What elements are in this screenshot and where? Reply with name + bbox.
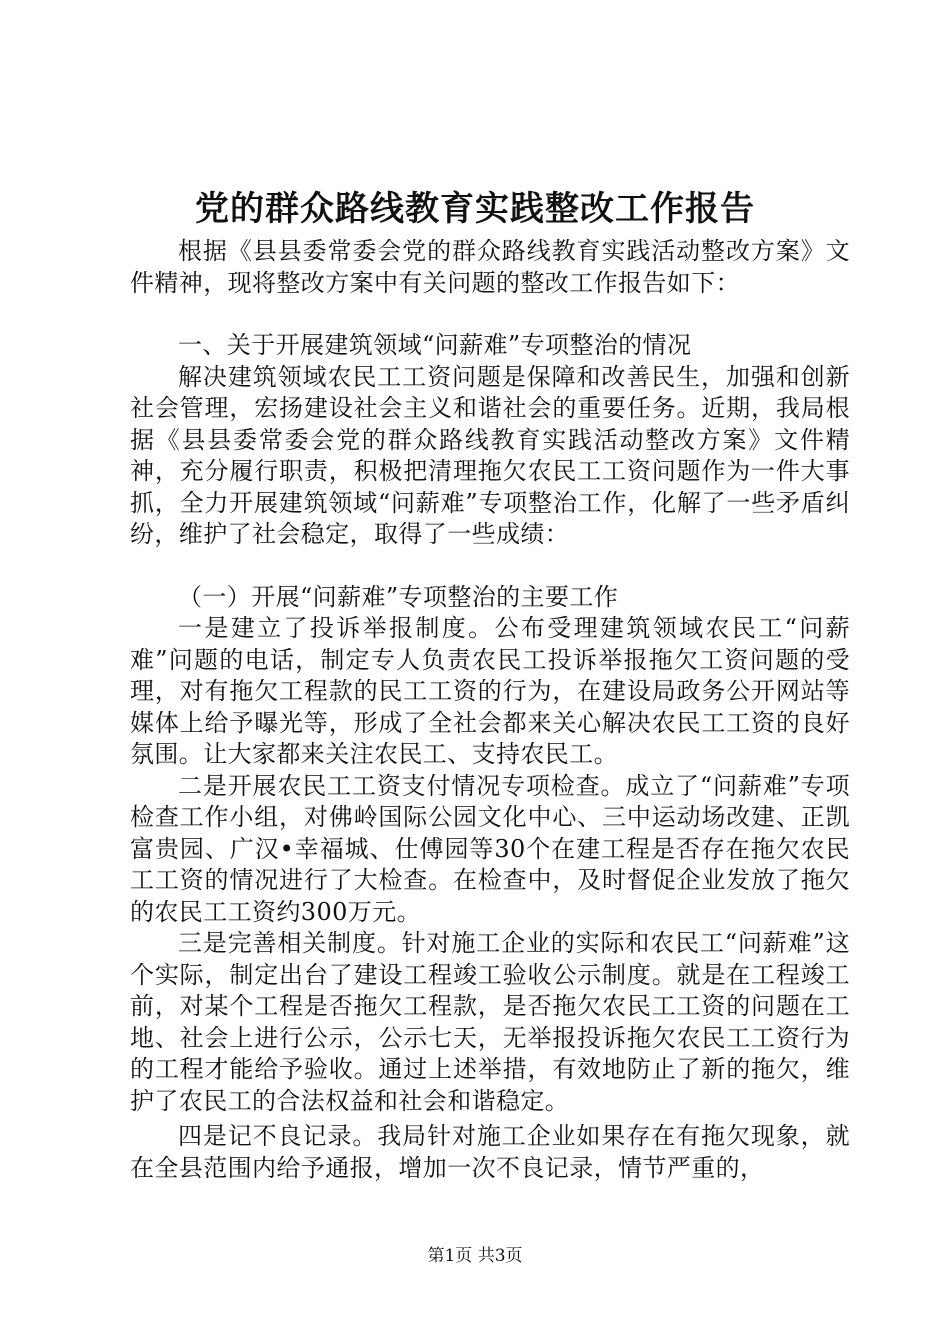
section-heading: 一、关于开展建筑领域“问薪难”专项整治的情况 [178, 331, 692, 359]
list-paragraph-3: 三是完善相关制度。针对施工企业的实际和农民工“问薪难”这个实际，制定出台了建设工程竣工验收公示制度。就是在工程竣工前，对某个工程是否拖欠工程款，是否拖欠农民工工资的问题在工地、社会上进行公示，公示七天，无举报投诉拖欠农民工工资行为的工程才能给予验收。通过上述举措，有效地防止了新的拖欠，维护了农民工的合法权益和社会和谐稳定。 [130, 929, 850, 1115]
spacer [130, 299, 850, 330]
intro-paragraph: 根据《县县委常委会党的群众路线教育实践活动整改方案》文件精神，现将整改方案中有关问题的整改工作报告如下： [130, 237, 850, 297]
section-paragraph: 解决建筑领域农民工工资问题是保障和改善民生，加强和创新社会管理，宏扬建设社会主义和谐社会的重要任务。近期，我局根据《县县委常委会党的群众路线教育实践活动整改方案》文件精神，充分履行职责，积极把清理拖欠农民工工资问题作为一件大事抓，全力开展建筑领域“问薪难”专项整治工作，化解了一些矛盾纠纷，维护了社会稳定，取得了一些成绩： [130, 362, 850, 548]
document-body [130, 236, 850, 1184]
spacer [130, 551, 850, 582]
subsection-heading: （一）开展“问薪难”专项整治的主要工作 [178, 582, 619, 611]
list-paragraph-2: 二是开展农民工工资支付情况专项检查。成立了“问薪难”专项检查工作小组，对佛岭国际公园文化中心、三中运动场改建、正凯富贵园、广汉•幸福城、仕傅园等30个在建工程是否存在拖欠农民工工资的情况进行了大检查。在检查中，及时督促企业发放了拖欠的农民工工资约300万元。 [130, 771, 850, 926]
page-number-footer: 第1页 共3页 [427, 1246, 523, 1266]
list-paragraph-4: 四是记不良记录。我局针对施工企业如果存在有拖欠现象，就在全县范围内给予通报，增加一次不良记录，情节严重的， [130, 1122, 850, 1182]
document-title: 党的群众路线教育实践整改工作报告 [195, 189, 755, 229]
list-paragraph-1: 一是建立了投诉举报制度。公布受理建筑领域农民工“问薪难”问题的电话，制定专人负责农民工投诉举报拖欠工资问题的受理，对有拖欠工程款的民工工资的行为，在建设局政务公开网站等媒体上给予曝光等，形成了全社会都来关心解决农民工工资的良好氛围。让大家都来关注农民工、支持农民工。 [130, 614, 850, 768]
